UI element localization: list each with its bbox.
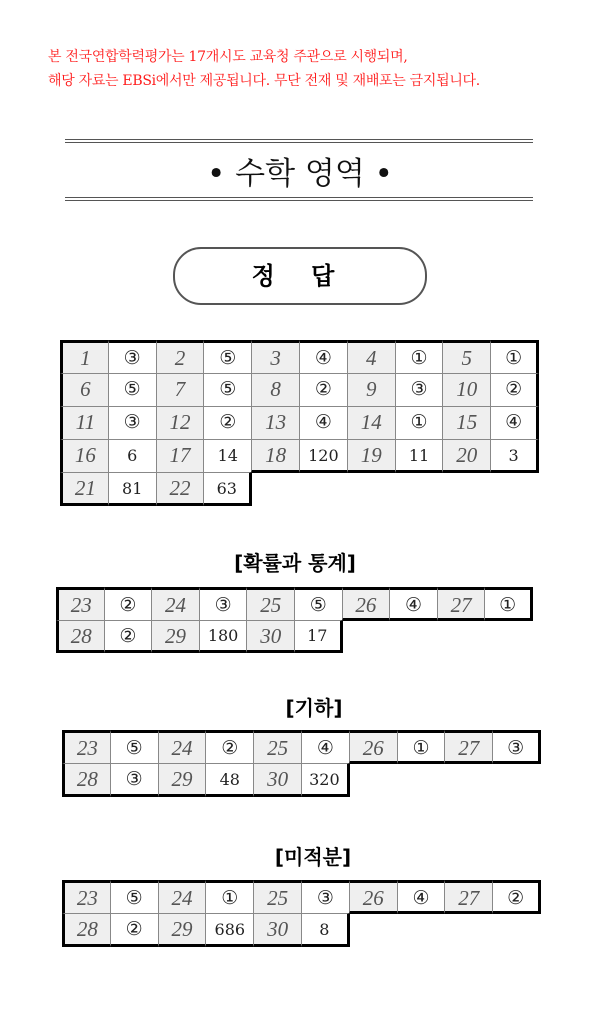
answer-cell: ②: [104, 587, 153, 621]
answer-cell: ②: [110, 913, 159, 947]
question-number-cell: 24: [158, 730, 207, 764]
question-number-cell: 23: [62, 880, 111, 914]
question-number-cell: 25: [246, 587, 295, 621]
answer-cell: ③: [110, 763, 159, 797]
answer-cell: ①: [484, 587, 533, 621]
question-number-cell: 3: [251, 340, 300, 374]
answer-cell: 63: [203, 472, 252, 506]
question-number-cell: 28: [62, 763, 111, 797]
answer-cell: ④: [389, 587, 438, 621]
answer-cell: ①: [490, 340, 539, 374]
notice-line-2: 해당 자료는 EBSi에서만 제공됩니다. 무단 전재 및 재배포는 금지됩니다.: [48, 73, 480, 89]
answer-cell: ③: [199, 587, 248, 621]
answer-cell: 14: [203, 439, 252, 473]
question-number-cell: 10: [442, 373, 491, 407]
question-number-cell: 27: [444, 880, 493, 914]
question-number-cell: 5: [442, 340, 491, 374]
question-number-cell: 20: [442, 439, 491, 473]
title-bottom-rule: [65, 197, 533, 201]
answer-cell: ②: [203, 406, 252, 440]
answer-cell: ④: [301, 730, 350, 764]
answer-cell: ③: [108, 406, 157, 440]
page-title: • 수학 영역 •: [207, 156, 393, 192]
question-number-cell: 27: [444, 730, 493, 764]
question-number-cell: 22: [156, 472, 205, 506]
answer-cell: ④: [397, 880, 446, 914]
question-number-cell: 27: [437, 587, 486, 621]
section-title-geometry: [기하]: [285, 696, 343, 720]
question-number-cell: 19: [347, 439, 396, 473]
question-number-cell: 29: [158, 763, 207, 797]
question-number-cell: 30: [253, 763, 302, 797]
answer-cell: 48: [205, 763, 254, 797]
answer-cell: ②: [299, 373, 348, 407]
answer-cell: ⑤: [294, 587, 343, 621]
answer-cell: 180: [199, 620, 248, 654]
title-top-rule: [65, 139, 533, 143]
answer-cell: ⑤: [110, 730, 159, 764]
question-number-cell: 13: [251, 406, 300, 440]
question-number-cell: 24: [158, 880, 207, 914]
question-number-cell: 29: [158, 913, 207, 947]
question-number-cell: 8: [251, 373, 300, 407]
question-number-cell: 12: [156, 406, 205, 440]
answer-cell: 6: [108, 439, 157, 473]
answer-cell: ①: [395, 340, 444, 374]
question-number-cell: 11: [60, 406, 109, 440]
answer-cell: ②: [205, 730, 254, 764]
answer-cell: 81: [108, 472, 157, 506]
answer-cell: ①: [397, 730, 446, 764]
answer-cell: ②: [104, 620, 153, 654]
answer-cell: ①: [395, 406, 444, 440]
question-number-cell: 17: [156, 439, 205, 473]
question-number-cell: 29: [151, 620, 200, 654]
answer-cell: ①: [205, 880, 254, 914]
question-number-cell: 16: [60, 439, 109, 473]
section-title-calculus: [미적분]: [274, 845, 352, 869]
answer-cell: 320: [301, 763, 350, 797]
section-title-probability: [확률과 통계]: [234, 551, 356, 575]
question-number-cell: 26: [342, 587, 391, 621]
answer-cell: ③: [492, 730, 541, 764]
notice-line-1: 본 전국연합학력평가는 17개시도 교육청 주관으로 시행되며,: [48, 49, 408, 65]
answer-cell: 120: [299, 439, 348, 473]
question-number-cell: 24: [151, 587, 200, 621]
answer-cell: ⑤: [203, 340, 252, 374]
answer-cell: ⑤: [108, 373, 157, 407]
answer-cell: 3: [490, 439, 539, 473]
answer-cell: 8: [301, 913, 350, 947]
question-number-cell: 30: [246, 620, 295, 654]
answer-cell: ③: [301, 880, 350, 914]
question-number-cell: 2: [156, 340, 205, 374]
answer-cell: ②: [492, 880, 541, 914]
question-number-cell: 23: [62, 730, 111, 764]
answer-cell: ⑤: [203, 373, 252, 407]
question-number-cell: 21: [60, 472, 109, 506]
question-number-cell: 23: [56, 587, 105, 621]
answer-cell: ④: [490, 406, 539, 440]
answer-cell: 11: [395, 439, 444, 473]
answer-cell: ④: [299, 340, 348, 374]
question-number-cell: 4: [347, 340, 396, 374]
answer-cell: ⑤: [110, 880, 159, 914]
question-number-cell: 7: [156, 373, 205, 407]
answer-label-box: 정 답: [173, 247, 427, 305]
question-number-cell: 25: [253, 730, 302, 764]
answer-cell: ④: [299, 406, 348, 440]
question-number-cell: 14: [347, 406, 396, 440]
question-number-cell: 25: [253, 880, 302, 914]
answer-cell: ③: [108, 340, 157, 374]
answer-cell: 686: [205, 913, 254, 947]
question-number-cell: 30: [253, 913, 302, 947]
answer-cell: ③: [395, 373, 444, 407]
question-number-cell: 28: [62, 913, 111, 947]
question-number-cell: 6: [60, 373, 109, 407]
question-number-cell: 15: [442, 406, 491, 440]
question-number-cell: 28: [56, 620, 105, 654]
answer-cell: 17: [294, 620, 343, 654]
question-number-cell: 26: [349, 880, 398, 914]
answer-cell: ②: [490, 373, 539, 407]
question-number-cell: 9: [347, 373, 396, 407]
question-number-cell: 1: [60, 340, 109, 374]
question-number-cell: 18: [251, 439, 300, 473]
question-number-cell: 26: [349, 730, 398, 764]
